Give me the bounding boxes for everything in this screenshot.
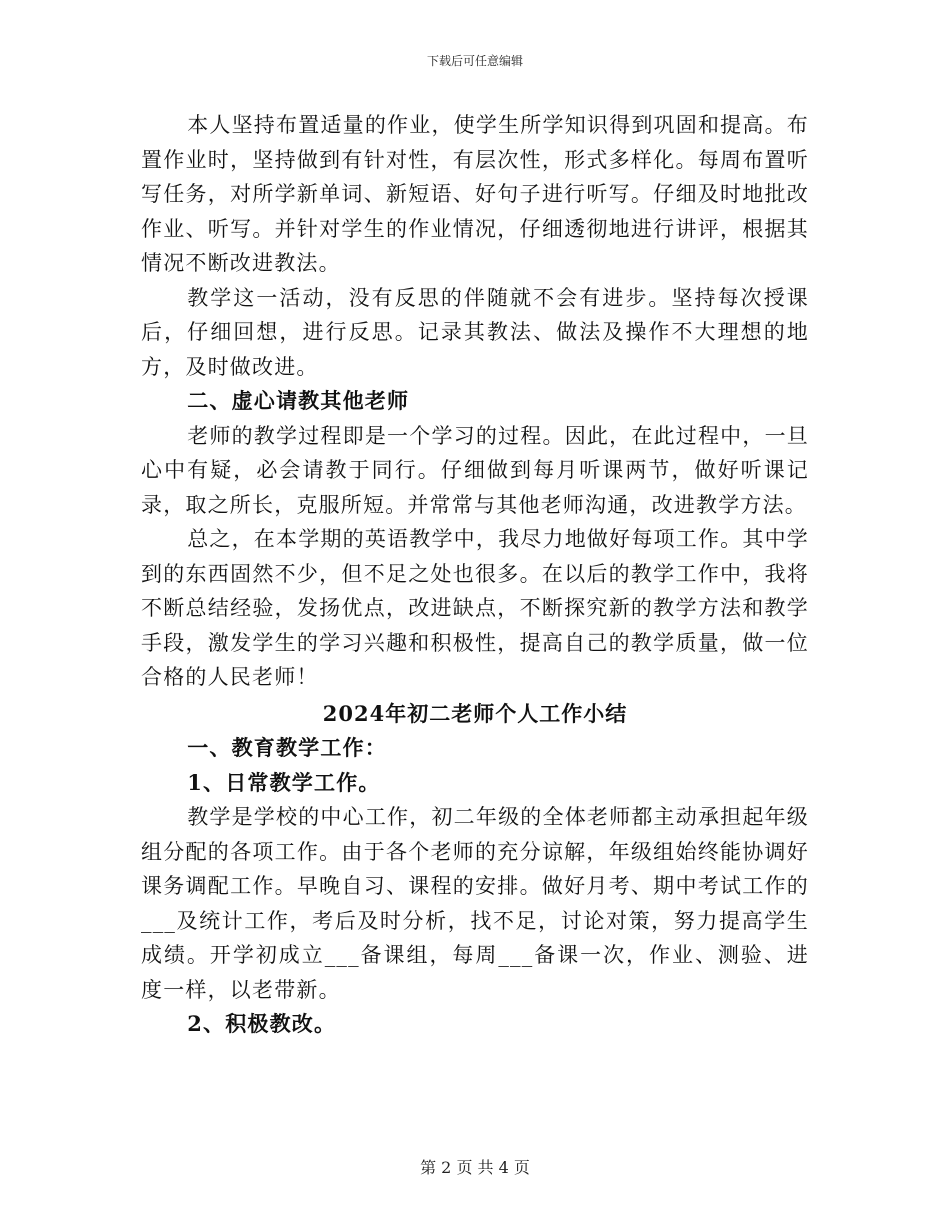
- paragraph-reflection: 教学这一活动，没有反思的伴随就不会有进步。坚持每次授课后，仔细回想，进行反思。记录其教法、做法及操作不大理想的地方，及时做改进。: [141, 285, 809, 379]
- document-title: 2024年初二老师个人工作小结: [322, 700, 628, 726]
- subheading-reform: 2、积极教改。: [187, 1011, 337, 1036]
- page-footer: 第 2 页 共 4 页: [420, 1158, 530, 1177]
- paragraph-daily-teaching: 教学是学校的中心工作，初二年级的全体老师都主动承担起年级组分配的各项工作。由于各个老师的充分谅解，年级组始终能协调好课务调配工作。早晚自习、课程的安排。做好月考、期中考试工作的___及统计工作，考后及时分析，找不足，讨论对策，努力提高学生成绩。开学初成立___备课组，每周___备课一次，作业、测验、进度一样，以老带新。: [141, 805, 809, 1002]
- section-heading-consult: 二、虚心请教其他老师: [187, 388, 410, 413]
- paragraph-summary: 总之，在本学期的英语教学中，我尽力地做好每项工作。其中学到的东西固然不少，但不足之处也很多。在以后的教学工作中，我将不断总结经验，发扬优点，改进缺点，不断探究新的教学方法和教学手段，激发学生的学习兴趣和积极性，提高自己的教学质量，做一位合格的人民老师！: [141, 527, 809, 689]
- section-heading-education: 一、教育教学工作：: [187, 735, 387, 760]
- document-body: [141, 108, 809, 1042]
- page-header: 下载后可任意编辑: [426, 54, 523, 68]
- subheading-daily-teaching: 1、日常教学工作。: [187, 769, 381, 795]
- paragraph-homework: 本人坚持布置适量的作业，使学生所学知识得到巩固和提高。布置作业时，坚持做到有针对性，有层次性，形式多样化。每周布置听写任务，对所学新单词、新短语、好句子进行听写。仔细及时地批改作业、听写。并针对学生的作业情况，仔细透彻地进行讲评，根据其情况不断改进教法。: [141, 113, 809, 275]
- paragraph-consult: 老师的教学过程即是一个学习的过程。因此，在此过程中，一旦心中有疑，必会请教于同行。仔细做到每月听课两节，做好听课记录，取之所长，克服所短。并常常与其他老师沟通，改进教学方法。: [141, 423, 809, 517]
